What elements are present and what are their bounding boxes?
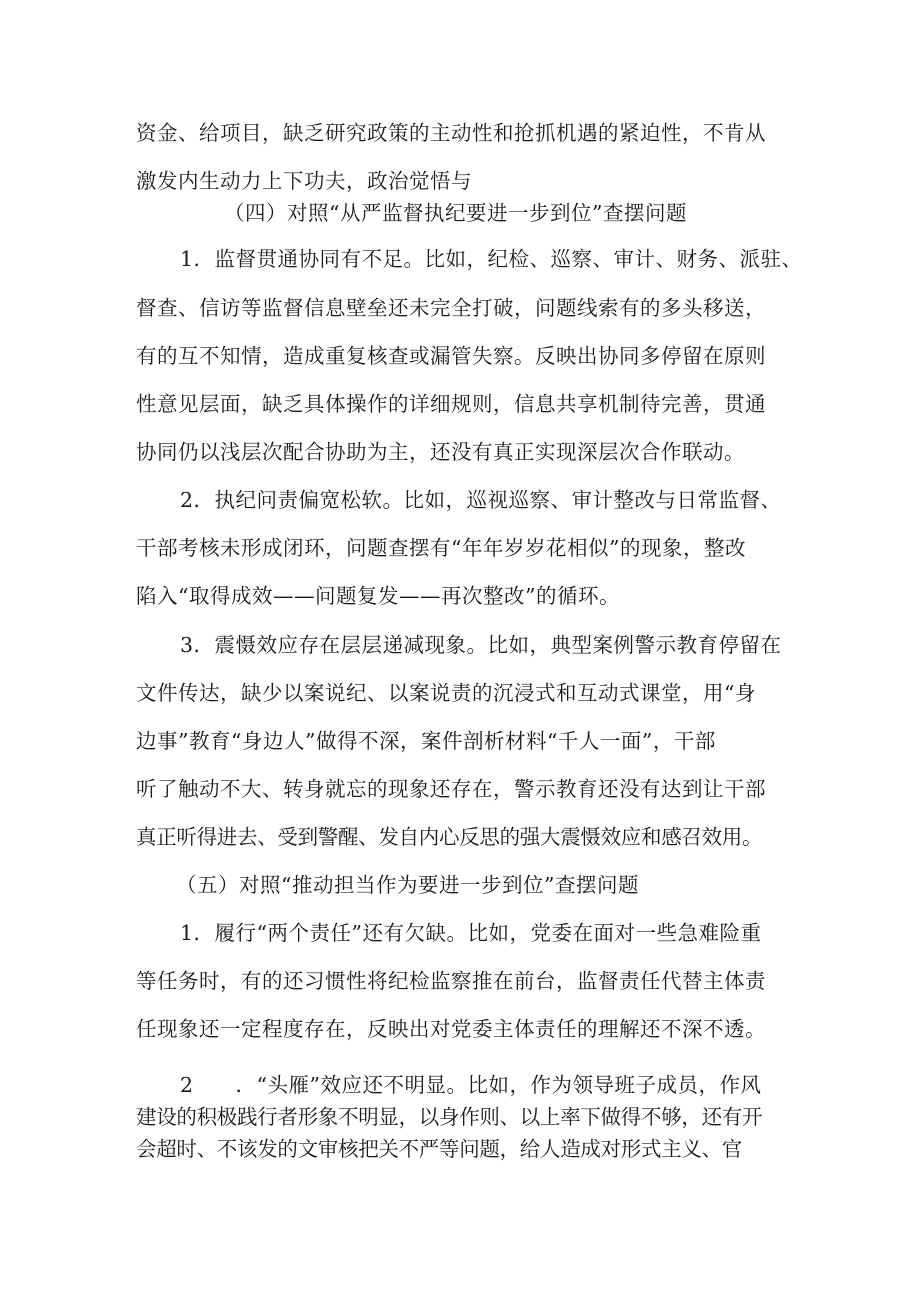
paragraph-line: 建设的积极践行者形象不明显，以身作则、以上率下做得不够，还有开 — [136, 1105, 763, 1129]
paragraph-line: 1．监督贯通协同有不足。比如，纪检、巡察、审计、财务、派驻、 — [180, 247, 803, 271]
paragraph-line: 资金、给项目，缺乏研究政策的主动性和抢抓机遇的紧迫性，不肯从 — [136, 121, 766, 145]
paragraph-line: 任现象还一定程度存在，反映出对党委主体责任的理解还不深不透。 — [136, 1017, 766, 1041]
paragraph-line: 等任务时，有的还习惯性将纪检监察推在前台，监督责任代替主体责 — [136, 969, 766, 993]
paragraph-line: 干部考核未形成闭环，问题查摆有“年年岁岁花相似”的现象，整改 — [136, 536, 746, 560]
section-heading: （五）对照“推动担当作为要进一步到位”查摆问题 — [176, 873, 639, 897]
paragraph-line: 有的互不知情，造成重复核查或漏管失察。反映出协同多停留在原则 — [136, 344, 766, 368]
section-heading: （四）对照“从严监督执纪要进一步到位”查摆问题 — [224, 201, 687, 225]
paragraph-line: 3．震慑效应存在层层递减现象。比如，典型案例警示教育停留在 — [180, 633, 782, 657]
paragraph-line: 文件传达，缺少以案说纪、以案说责的沉浸式和互动式课堂，用“身 — [136, 681, 756, 705]
paragraph-line: 协同仍以浅层次配合协助为主，还没有真正实现深层次合作联动。 — [136, 440, 745, 464]
paragraph-line: 督查、信访等监督信息壁垒还未完全打破，问题线索有的多头移送， — [136, 296, 766, 320]
paragraph-line: 真正听得进去、受到警醒、发自内心反思的强大震慑效应和感召效用。 — [136, 825, 763, 849]
paragraph-line: 2 ．“头雁”效应还不明显。比如，作为领导班子成员，作风 — [180, 1073, 762, 1097]
paragraph-line: 2．执纪问责偏宽松软。比如，巡视巡察、审计整改与日常监督、 — [180, 488, 782, 512]
paragraph-line: 激发内生动力上下功夫，政治觉悟与 — [136, 169, 472, 193]
paragraph-line: 性意见层面，缺乏具体操作的详细规则，信息共享机制待完善，贯通 — [136, 392, 766, 416]
paragraph-line: 陷入“取得成效——问题复发——再次整改”的循环。 — [136, 584, 620, 608]
paragraph-line: 1．履行“两个责任”还有欠缺。比如，党委在面对一些急难险重 — [180, 921, 762, 945]
paragraph-line: 听了触动不大、转身就忘的现象还存在，警示教育还没有达到让干部 — [136, 777, 766, 801]
paragraph-line: 边事”教育“身边人”做得不深，案件剖析材料“千人一面”，干部 — [136, 729, 716, 753]
paragraph-line: 会超时、不该发的文审核把关不严等问题，给人造成对形式主义、官 — [136, 1137, 742, 1161]
